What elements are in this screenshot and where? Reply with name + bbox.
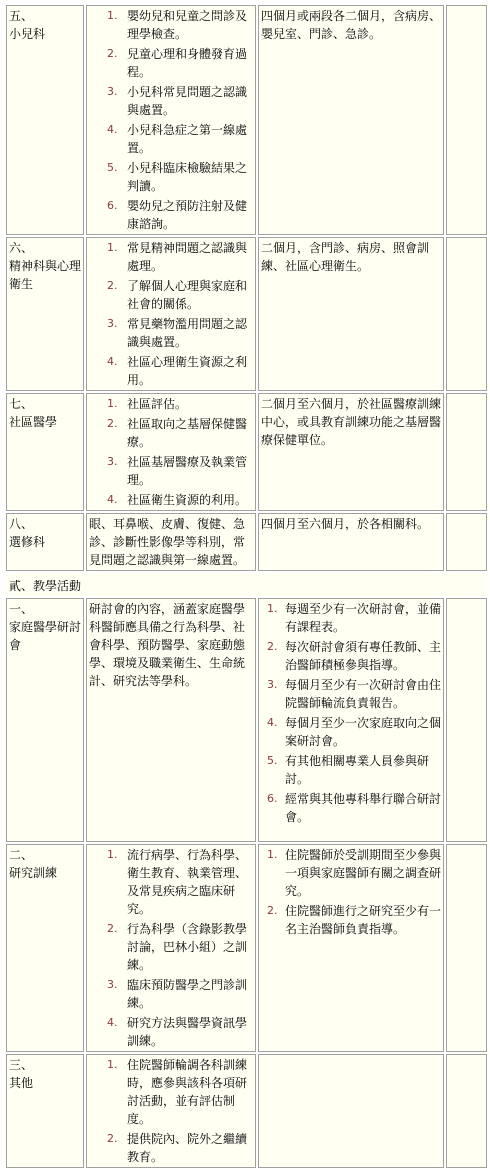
duration-cell: 四個月至六個月，於各相關科。 — [258, 513, 444, 571]
list-item: 4. 小兒科急症之第一線處置。 — [107, 123, 248, 155]
row-title: 家庭醫學研討會 — [9, 620, 82, 652]
empty-cell — [446, 393, 487, 511]
list-item: 5. 小兒科臨床檢驗結果之判讀。 — [107, 161, 248, 193]
row-title-cell — [6, 237, 84, 391]
list-item: 1. 流行病學、行為科學、衛生教育、執業管理、及常見疾病之臨床研究。 — [107, 848, 248, 916]
duration-cell: 二個月至六個月，於社區醫療訓練中心，或具教育訓練功能之基層醫療保健單位。 — [258, 393, 444, 511]
section-title: 貳、教學活動 — [6, 573, 487, 596]
list-item: 3. 每個月至少有一次研討會由住院醫師輪流負責報告。 — [267, 678, 442, 710]
content-cell: 研討會的內容，涵蓋家庭醫學科醫師應具備之行為科學、社會科學、預防醫學、家庭動態學、環境及職業衛生、生命統計、研究法等學科。 — [86, 598, 256, 842]
table-row — [6, 237, 487, 391]
row-number: 八、 — [9, 517, 34, 531]
empty-cell — [446, 5, 487, 235]
row-title: 選修科 — [9, 535, 46, 549]
empty-cell — [446, 844, 487, 1052]
empty-cell — [446, 598, 487, 842]
row-title-cell — [6, 513, 84, 571]
list-item: 3. 臨床預防醫學之門診訓練。 — [107, 978, 248, 1010]
content-list — [89, 846, 253, 1050]
list-item: 2. 社區取向之基層保健醫療。 — [107, 417, 248, 449]
requirement-cell — [258, 598, 444, 842]
empty-cell — [446, 513, 487, 571]
training-table — [4, 3, 489, 1170]
empty-cell — [258, 1054, 444, 1168]
content-list — [89, 395, 253, 509]
list-item: 1. 社區評估。 — [107, 397, 188, 411]
list-item: 1. 住院醫師於受訓期間至少參與一項與家庭醫師有關之調查研究。 — [267, 848, 442, 898]
list-item: 2. 提供院內、院外之繼續教育。 — [107, 1132, 248, 1164]
content-cell — [86, 844, 256, 1052]
row-title: 社區醫學 — [9, 415, 58, 429]
requirement-list — [261, 846, 441, 938]
row-number: 二、 — [9, 848, 34, 862]
list-item: 6. 嬰幼兒之預防注射及健康諮詢。 — [107, 199, 248, 231]
content-cell — [86, 1054, 256, 1168]
list-item: 1. 每週至少有一次研討會，並備有課程表。 — [267, 602, 442, 634]
row-number: 一、 — [9, 602, 34, 616]
list-item: 1. 住院醫師輪調各科訓練時，應參與該科各項研討活動，並有評估制度。 — [107, 1058, 248, 1126]
duration-cell: 二個月，含門診、病房、照會訓練、社區心理衛生。 — [258, 237, 444, 391]
row-title-cell — [6, 1054, 84, 1168]
row-title: 小兒科 — [9, 27, 46, 41]
content-list — [89, 239, 253, 389]
row-number: 七、 — [9, 397, 34, 411]
row-title-cell — [6, 844, 84, 1052]
content-cell — [86, 237, 256, 391]
list-item: 2. 住院醫師進行之研究至少有一名主治醫師負責指導。 — [267, 904, 442, 936]
table-row — [6, 5, 487, 235]
list-item: 3. 社區基層醫療及執業管理。 — [107, 455, 248, 487]
table-row — [6, 844, 487, 1052]
list-item: 4. 研究方法與醫學資訊學訓練。 — [107, 1016, 248, 1048]
row-title: 研究訓練 — [9, 866, 58, 880]
content-list — [89, 7, 253, 233]
row-title-cell — [6, 393, 84, 511]
row-number: 五、 — [9, 9, 34, 23]
empty-cell — [446, 237, 487, 391]
list-item: 4. 社區心理衛生資源之利用。 — [107, 355, 248, 387]
list-item: 2. 兒童心理和身體發育過程。 — [107, 47, 248, 79]
content-cell — [86, 5, 256, 235]
table-row — [6, 598, 487, 842]
list-item: 6. 經常與其他專科舉行聯合研討會。 — [267, 792, 442, 824]
table-row — [6, 513, 487, 571]
list-item: 4. 每個月至少一次家庭取向之個案研討會。 — [267, 716, 442, 748]
list-item: 2. 行為科學（含錄影教學討論，巴林小組）之訓練。 — [107, 922, 248, 972]
section-row — [6, 573, 487, 596]
table-row — [6, 393, 487, 511]
row-title-cell — [6, 5, 84, 235]
list-item: 3. 常見藥物濫用問題之認識與處置。 — [107, 317, 248, 349]
table-row — [6, 1054, 487, 1168]
requirement-list — [261, 600, 441, 826]
list-item: 2. 了解個人心理與家庭和社會的關係。 — [107, 279, 248, 311]
page — [4, 0, 486, 1170]
row-title: 其他 — [9, 1076, 34, 1090]
row-title: 精神科與心理衛生 — [9, 259, 82, 291]
content-cell — [86, 393, 256, 511]
list-item: 2. 每次研討會須有專任教師、主治醫師積極參與指導。 — [267, 640, 442, 672]
row-title-cell — [6, 598, 84, 842]
duration-cell: 四個月或兩段各二個月，含病房、嬰兒室、門診、急診。 — [258, 5, 444, 235]
list-item: 4. 社區衛生資源的利用。 — [107, 493, 248, 507]
row-number: 三、 — [9, 1058, 34, 1072]
requirement-cell — [258, 844, 444, 1052]
list-item: 3. 小兒科常見問題之認識與處置。 — [107, 85, 248, 117]
list-item: 1. 嬰幼兒和兒童之問診及理學檢查。 — [107, 9, 248, 41]
content-cell: 眼、耳鼻喉、皮膚、復健、急診、診斷性影像學等科別，常見問題之認識與第一線處置。 — [86, 513, 256, 571]
list-item: 5. 有其他相關專業人員參與研討。 — [267, 754, 430, 786]
row-number: 六、 — [9, 241, 34, 255]
empty-cell — [446, 1054, 487, 1168]
content-list — [89, 1056, 253, 1166]
list-item: 1. 常見精神問題之認識與處理。 — [107, 241, 248, 273]
